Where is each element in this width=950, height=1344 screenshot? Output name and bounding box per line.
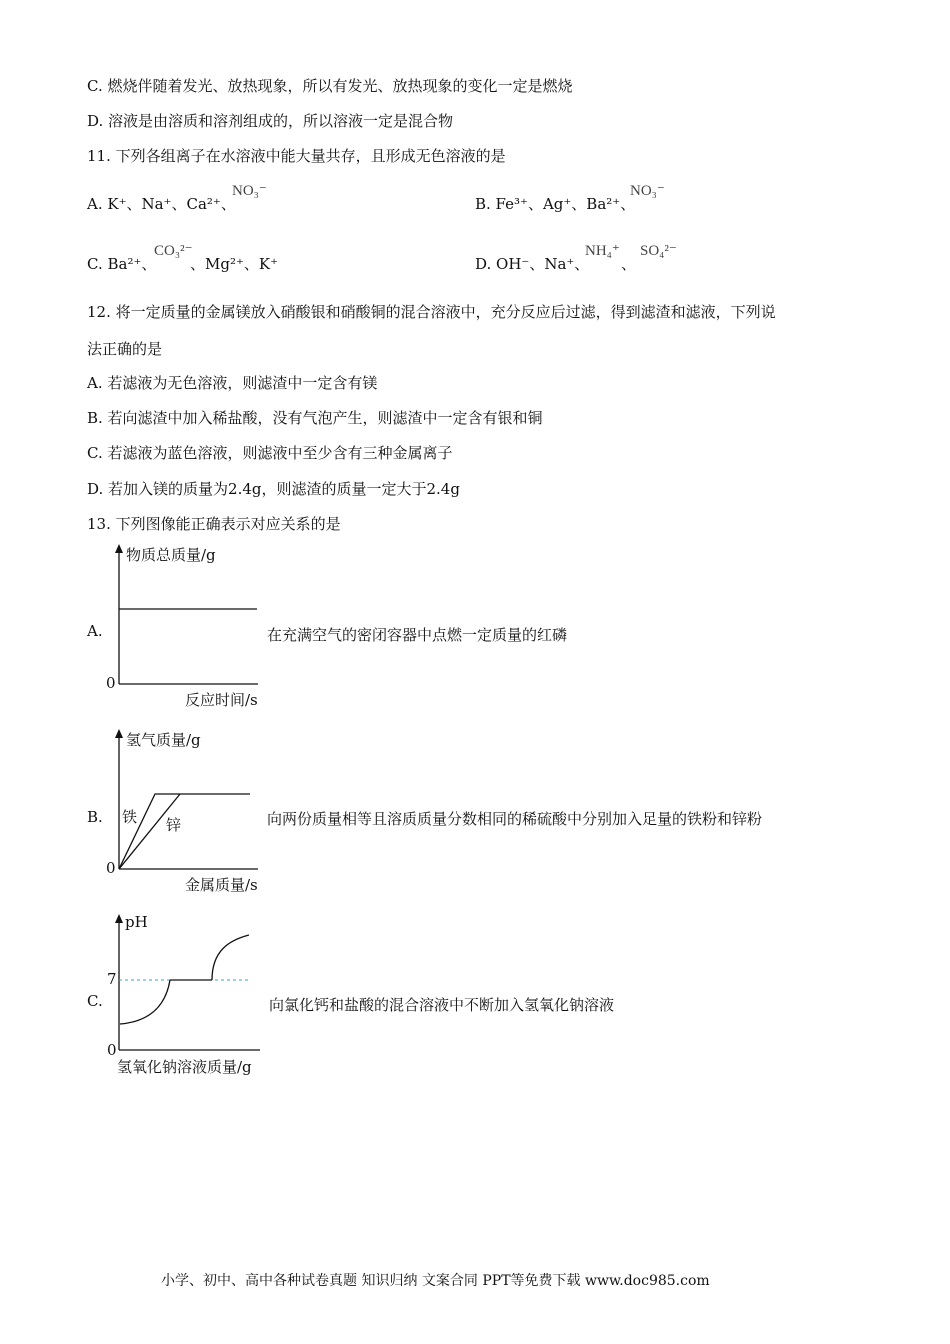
- graph-a: [100, 540, 270, 710]
- q11-option-d-pre: D. OH⁻、Na⁺、: [475, 255, 590, 273]
- graph-c-origin: 0: [107, 1041, 117, 1059]
- graph-c-y-arrow: [115, 914, 123, 923]
- q12-option-c: C. 若滤液为蓝色溶液，则滤液中至少含有三种金属离子: [87, 444, 453, 462]
- graph-b-y-arrow: [115, 729, 123, 738]
- graph-b-iron-line: [119, 794, 250, 869]
- graph-b-series-zinc: 锌: [166, 816, 182, 834]
- q12-stem-line1: 12. 将一定质量的金属镁放入硝酸银和硝酸铜的混合溶液中，充分反应后过滤，得到滤渣和滤液，下列说: [87, 303, 776, 321]
- q12-option-a: A. 若滤液为无色溶液，则滤渣中一定含有镁: [87, 374, 378, 392]
- q12-stem-line2: 法正确的是: [87, 340, 163, 358]
- graph-c-xlabel: 氢氧化钠溶液质量/g: [117, 1058, 252, 1076]
- q11-option-c-ion: CO₃²⁻: [154, 243, 193, 259]
- graph-c: [100, 910, 270, 1070]
- q11-option-b: B. Fe³⁺、Ag⁺、Ba²⁺、: [475, 195, 636, 213]
- page-footer: 小学、初中、高中各种试卷真题 知识归纳 文案合同 PPT等免费下载 www.doc985.com: [161, 1273, 710, 1289]
- graph-c-curve-rise: [120, 980, 170, 1024]
- graph-a-y-arrow: [115, 544, 123, 553]
- graph-c-description: 向氯化钙和盐酸的混合溶液中不断加入氢氧化钠溶液: [269, 996, 615, 1014]
- graph-b-letter: B.: [87, 808, 103, 826]
- q10-option-d: D. 溶液是由溶质和溶剂组成的，所以溶液一定是混合物: [87, 112, 454, 130]
- q11-option-d-sep: 、: [621, 255, 637, 273]
- graph-b-ylabel: 氢气质量/g: [126, 731, 201, 749]
- q11-option-c-pre: C. Ba²⁺、: [87, 255, 157, 273]
- graph-c-letter: C.: [87, 992, 103, 1010]
- q12-option-d: D. 若加入镁的质量为2.4g，则滤渣的质量一定大于2.4g: [87, 480, 460, 498]
- graph-b-origin: 0: [106, 859, 116, 877]
- q11-option-c-post: 、Mg²⁺、K⁺: [190, 255, 279, 273]
- q11-option-a: A. K⁺、Na⁺、Ca²⁺、: [87, 195, 236, 213]
- q11-option-d-ion1: NH₄⁺: [585, 243, 620, 259]
- graph-b-description: 向两份质量相等且溶质质量分数相同的稀硫酸中分别加入足量的铁粉和锌粉: [267, 810, 763, 828]
- graph-a-origin: 0: [106, 674, 116, 692]
- graph-b-xlabel: 金属质量/s: [185, 876, 258, 894]
- graph-c-ylabel: pH: [125, 913, 148, 931]
- graph-b-series-iron: 铁: [122, 808, 138, 826]
- graph-c-curve-rise2: [212, 935, 249, 980]
- graph-a-ylabel: 物质总质量/g: [126, 546, 216, 564]
- graph-a-xlabel: 反应时间/s: [185, 691, 258, 709]
- q12-option-b: B. 若向滤渣中加入稀盐酸，没有气泡产生，则滤渣中一定含有银和铜: [87, 409, 543, 427]
- q11-stem: 11. 下列各组离子在水溶液中能大量共存，且形成无色溶液的是: [87, 147, 506, 165]
- graph-c-tick-7: 7: [107, 970, 117, 988]
- graph-a-description: 在充满空气的密闭容器中点燃一定质量的红磷: [267, 626, 568, 644]
- graph-a-letter: A.: [87, 622, 103, 640]
- q11-option-b-ion: NO₃⁻: [630, 183, 665, 199]
- q13-stem: 13. 下列图像能正确表示对应关系的是: [87, 515, 341, 533]
- q11-option-a-ion: NO₃⁻: [232, 183, 267, 199]
- q11-option-d-ion2: SO₄²⁻: [640, 243, 677, 259]
- q10-option-c: C. 燃烧伴随着发光、放热现象，所以有发光、放热现象的变化一定是燃烧: [87, 77, 573, 95]
